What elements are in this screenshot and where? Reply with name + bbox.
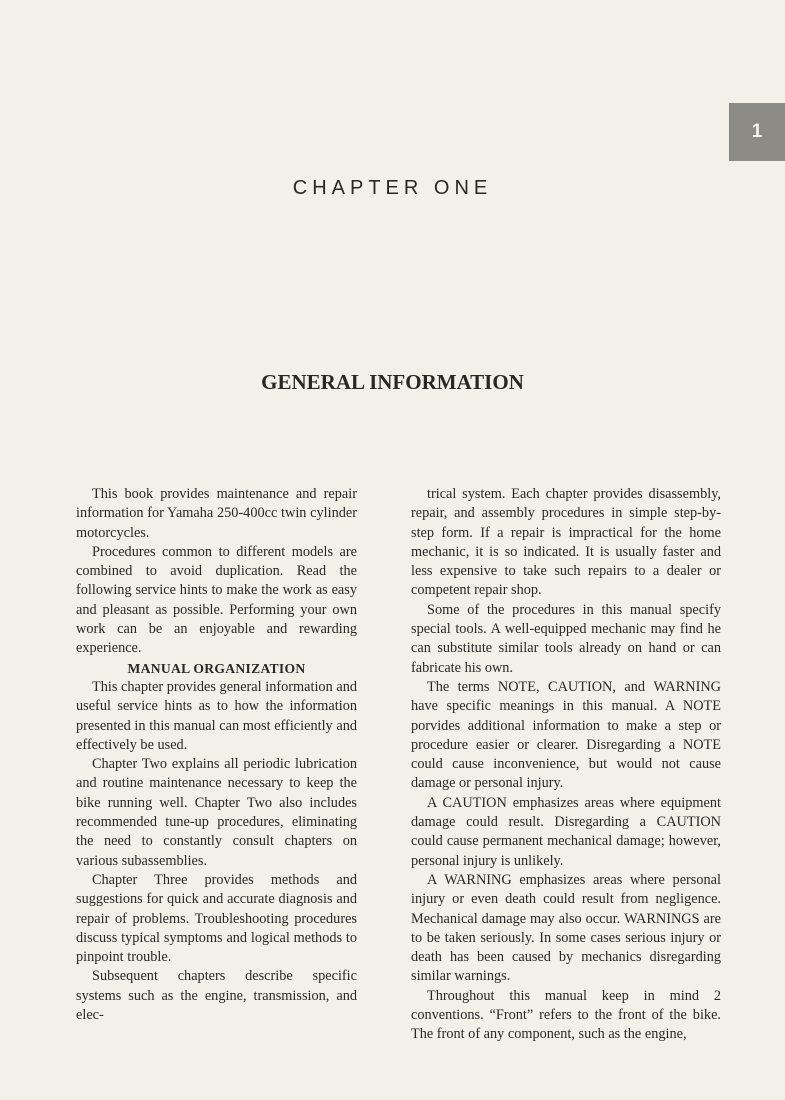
text-run: could cause permanent mechanical damage; however, personal injury is unlikely. (411, 833, 721, 869)
chapter-title: CHAPTER ONE (292, 177, 493, 199)
term-note: NOTE (682, 698, 721, 715)
paragraph: Chapter Two explains all periodic lubrication and routine maintenance necessary to keep the bike running well. Chapter Two also includes recommended tune-up procedures, eliminating the need to constantly consult chapters on various subassemblies. (76, 756, 357, 869)
paragraph: Procedures common to different models are combined to avoid duplication. Read the following service hints to make the work as easy and pleasant as possible. Performing your own work can be an enjoyable and rewarding experience. (76, 543, 357, 657)
term-note: NOTE (497, 678, 537, 695)
paragraph: Some of the procedures in this manual specify special tools. A well-equipped mechanic may find he can substitute similar tools already on hand or can fabricate his own. (411, 601, 721, 676)
paragraph-terms (411, 678, 721, 794)
text-run: , and (612, 678, 654, 695)
text-run: are to be taken seriously. In some cases serious injury or death has been caused by mechanics disregarding similar warnings. (411, 910, 722, 985)
term-caution: CAUTION (656, 814, 721, 831)
text-run: The terms (427, 678, 498, 695)
term-caution: CAUTION (548, 678, 613, 695)
text-run: have specific meanings in this manual. A (411, 698, 683, 715)
chapter-tab-number: 1 (751, 121, 763, 142)
section-title: GENERAL INFORMATION (261, 370, 524, 394)
text-run: A (427, 871, 445, 888)
paragraph: Subsequent chapters describe specific systems such as the engine, transmission, and elec- (76, 968, 357, 1024)
term-warnings: WARNINGS (624, 910, 700, 927)
paragraph: This book provides maintenance and repair information for Yamaha 250-400cc twin cylinder motorcycles. (76, 486, 357, 541)
left-column (76, 485, 357, 1025)
paragraph-caution (411, 794, 721, 871)
text-run: A (427, 794, 443, 811)
text-run: porvides additional information to make a step or procedure easier or clearer. Disregarding a (411, 717, 721, 753)
text-run: could cause inconvenience, but would not cause damage or personal injury. (411, 756, 721, 792)
paragraph: This chapter provides general information and useful service hints as to how the information presented in this manual can most efficiently and effectively be used. (76, 678, 357, 753)
right-column (411, 485, 721, 1045)
paragraph: trical system. Each chapter provides disassembly, repair, and assembly procedures in simple step-by-step form. If a repair is impractical for the home mechanic, it is so indicated. It is usually faster and less expensive to take such repairs to a dealer or competent repair shop. (411, 486, 721, 599)
chapter-tab (729, 103, 785, 161)
term-note: NOTE (682, 736, 721, 753)
term-caution: CAUTION (442, 794, 507, 811)
subheading-manual-organization: MANUAL ORGANIZATION (127, 660, 306, 676)
paragraph: Chapter Three provides methods and suggestions for quick and accurate diagnosis and repair of problems. Troubleshooting procedures discuss typical symptoms and logical methods to pinpoint trouble. (76, 871, 357, 966)
text-run: emphasizes areas where equipment damage could result. Disregarding a (411, 794, 721, 831)
paragraph: Throughout this manual keep in mind 2 conventions. “Front” refers to the front of the bike. The front of any component, such as the engine, (411, 987, 721, 1043)
text-run: emphasizes areas where personal injury or even death could result from negligence. Mechanical damage may also occur. (411, 871, 721, 927)
term-warning: WARNING (653, 678, 722, 695)
term-warning: WARNING (444, 871, 512, 888)
paragraph-warning (411, 871, 721, 987)
text-run: , (536, 678, 549, 695)
